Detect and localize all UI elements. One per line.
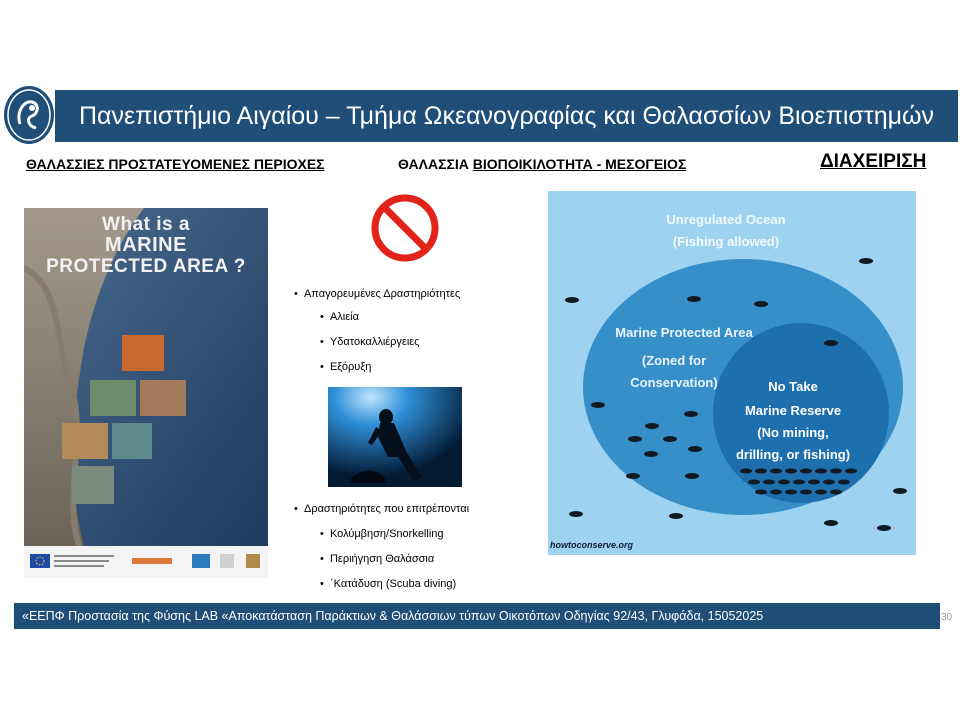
list-item-text: Υδατοκαλλιέργειες [329,336,420,348]
prohibited-heading: • Απαγορευμένες Δραστηριότητες [294,288,461,300]
allowed-heading-text: Δραστηριότητες που επιτρέπονται [303,503,470,515]
list-item-text: ΄Κατάδυση (Scuba diving) [329,578,457,590]
list-item-text: Αλιεία [329,311,359,323]
prohibited-sign-icon [371,194,439,262]
no-take-zone-label: drilling, or fishing) [735,447,851,462]
university-seal-icon [2,84,56,146]
section-heading-part: ΜΕΣΟΓΕΙΟΣ [605,156,687,172]
sponsor-logos [24,546,268,578]
image-credit: howtoconserve.org [550,540,634,550]
allowed-heading: • Δραστηριότητες που επιτρέπονται [294,503,470,515]
prohibited-heading-text: Απαγορευμένες Δραστηριότητες [303,288,461,300]
section-heading-part: ΒΙΟΠΟΙΚΙΛΟΤΗΤΑ - [472,156,606,172]
mpa-zoning-diagram [548,191,916,555]
poster-title-line: MARINE [105,234,187,256]
scuba-diver-photo [328,387,462,487]
mpa-zone-label: (Zoned for [641,353,707,368]
section-heading-part: ΘΑΛΑΣΣΙΑ [398,156,473,172]
mpa-zone-label: Conservation) [630,375,718,390]
poster-title-line: PROTECTED AREA ? [46,256,246,277]
list-item: • Περιήγηση Θαλάσσια [320,553,435,565]
poster-title-line: What is a [102,214,190,235]
list-item: • Εξόρυξη [320,361,372,373]
mpa-zone-label: Marine Protected Area [615,325,753,340]
page-number: 30 [941,612,953,623]
no-take-zone-label: No Take [768,379,818,394]
list-item-text: Εξόρυξη [329,361,372,373]
section-heading-management: ΔΙΑΧΕΙΡΙΣΗ [820,151,927,172]
list-item-text: Περιήγηση Θαλάσσια [329,553,435,565]
outer-zone-label: (Fishing allowed) [672,234,780,249]
mpa-poster [24,208,268,578]
list-item: • Κολύμβηση/Snorkelling [320,528,444,540]
footer-text: «ΕΕΠΦ Προστασία της Φύσης LAB «Αποκατάσταση Παράκτιων & Θαλάσσιων τύπων Οικοτόπων Οδηγίας 92/43, Γλυφάδα, 15052025 [22,609,764,623]
section-heading-biodiversity [398,156,686,172]
diver-illustration [328,387,462,487]
outer-zone-label: Unregulated Ocean [666,212,786,227]
no-take-zone-label: (No mining, [757,425,829,440]
poster-title [24,214,268,277]
list-item-text: Κολύμβηση/Snorkelling [329,528,444,540]
no-take-zone-label: Marine Reserve [744,403,842,418]
list-item: • Αλιεία [320,311,359,323]
page-title: Πανεπιστήμιο Αιγαίου – Τμήμα Ωκεανογραφίας και Θαλασσίων Βιοεπιστημών [78,102,935,130]
section-heading-protected-areas: ΘΑΛΑΣΣΙΕΣ ΠΡΟΣΤΑΤΕΥΟΜΕΝΕΣ ΠΕΡΙΟΧΕΣ [26,156,325,172]
list-item: • ΄Κατάδυση (Scuba diving) [320,578,457,590]
list-item: • Υδατοκαλλιέργειες [320,336,420,348]
poster-logos-strip [24,546,268,578]
